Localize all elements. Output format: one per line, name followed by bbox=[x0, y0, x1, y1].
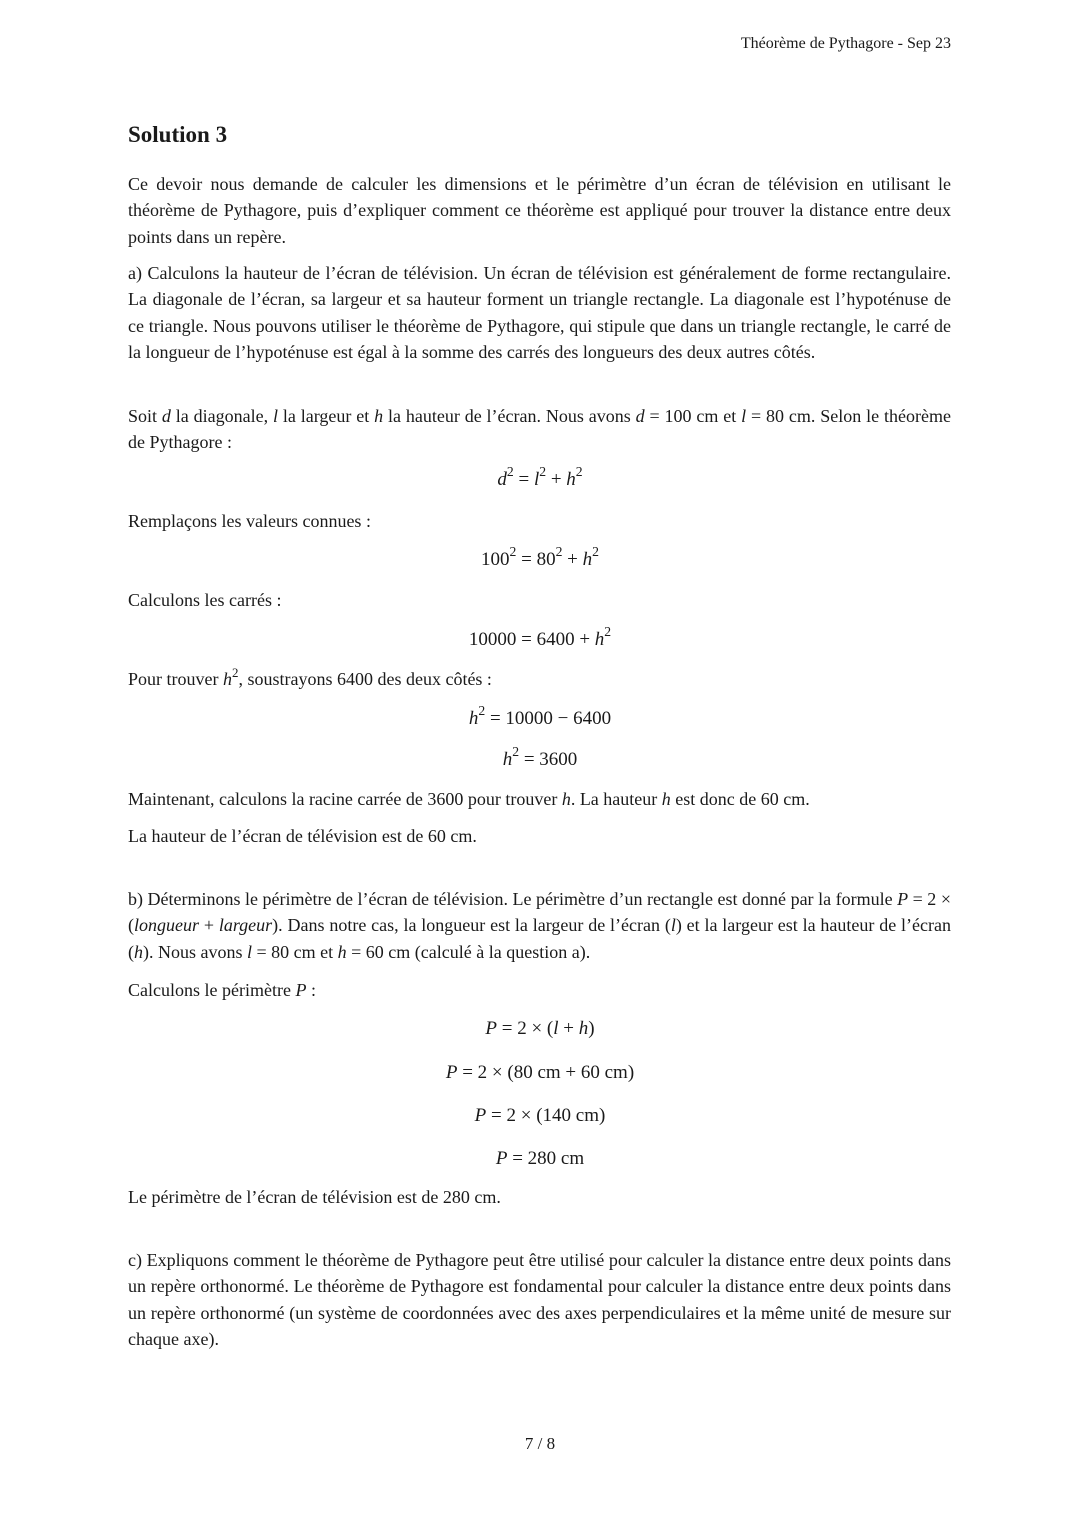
equation-perimeter-formula: P = 2 × (l + h) bbox=[485, 1018, 595, 1039]
equation-perimeter-sum: P = 2 × (140 cm) bbox=[474, 1105, 606, 1126]
equation-h-squared-result: $h^2 = 3600$ bbox=[502, 744, 578, 770]
equation-perimeter-substituted: P = 2 × (80 cm + 60 cm) bbox=[445, 1062, 635, 1083]
equation-subtract: $h^2 = 10000 - 6400$ bbox=[468, 703, 612, 729]
intro-paragraph: Ce devoir nous demande de calculer les dimensions et le périmètre d’un écran de télévision en utilisant le théorème de Pythagore, puis d’expliquer comment ce théorème est appliqué pour trouver la distance entre deux points dans un repère. bbox=[128, 174, 951, 247]
page-number: 7 / 8 bbox=[524, 1434, 556, 1453]
part-a-definitions: Soit d la diagonale, l la largeur et h la hauteur de l’écran. Nous avons d = 100 cm et l = 80 cm. Selon le théorème de Pythagore : bbox=[128, 406, 951, 453]
part-b-conclusion: Le périmètre de l’écran de télévision est de 280 cm. bbox=[128, 1187, 501, 1207]
part-c-paragraph: c) Expliquons comment le théorème de Pythagore peut être utilisé pour calculer la distance entre deux points dans un repère orthonormé. Le théorème de Pythagore est fondamental pour calculer la distance entre deux points dans un repère orthonormé (un système de coordonnées avec des axes perpendiculaires et la même unité de mesure sur chaque axe). bbox=[128, 1250, 951, 1350]
label-compute-perimeter: Calculons le périmètre P : bbox=[128, 980, 316, 1000]
part-a-conclusion: La hauteur de l’écran de télévision est de 60 cm. bbox=[128, 826, 477, 846]
label-find-h-squared: Pour trouver $h^2$, soustrayons 6400 des deux côtés : bbox=[128, 664, 492, 689]
equation-pythagore: $d^2 = l^2 + h^2$ bbox=[497, 464, 583, 490]
label-compute-squares: Calculons les carrés : bbox=[128, 590, 282, 610]
label-replace-values: Remplaçons les valeurs connues : bbox=[128, 511, 371, 531]
part-b-paragraph: b) Déterminons le périmètre de l’écran de télévision. Le périmètre d’un rectangle est donné par la formule P = 2 × (longueur + largeur). Dans notre cas, la longueur est la largeur de l’écran (l) et la largeur est la hauteur de l’écran (h). Nous avons l = 80 cm et h = 60 cm (calculé à la question a). bbox=[128, 889, 951, 962]
sqrt-explanation: Maintenant, calculons la racine carrée de 3600 pour trouver h. La hauteur h est donc de 60 cm. bbox=[128, 789, 810, 809]
equation-perimeter-result: P = 280 cm bbox=[495, 1148, 585, 1169]
equation-substituted: $100^2 = 80^2 + h^2$ bbox=[481, 544, 599, 570]
part-a-paragraph: a) Calculons la hauteur de l’écran de télévision. Un écran de télévision est généralement de forme rectangulaire. La diagonale de l’écran, sa largeur et sa hauteur forment un triangle rectangle. La diagonale est l’hypoténuse de ce triangle. Nous pouvons utiliser le théorème de Pythagore, qui stipule que dans un triangle rectangle, le carré de la longueur de l’hypoténuse est égal à la somme des carrés des longueurs des deux autres côtés. bbox=[128, 263, 951, 363]
section-title: Solution 3 bbox=[128, 122, 228, 147]
running-header: Théorème de Pythagore - Sep 23 bbox=[740, 35, 951, 52]
equation-squares: $10000 = 6400 + h^2$ bbox=[468, 624, 612, 650]
